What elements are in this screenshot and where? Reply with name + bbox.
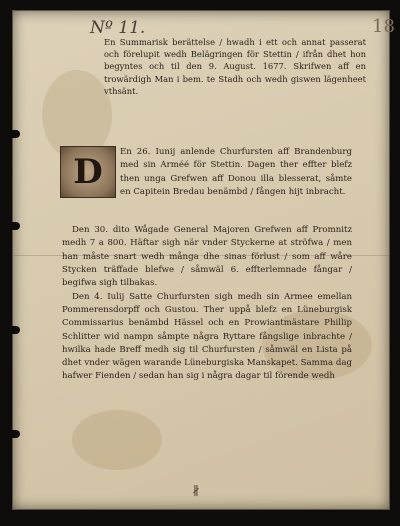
handwritten-footer-mark: ∦ xyxy=(192,484,200,498)
handwritten-number: Nº 11. xyxy=(90,18,146,38)
binding-notch xyxy=(6,130,20,138)
paper-stain xyxy=(72,410,162,470)
paragraph: Den 4. Iulij Satte Churfursten sigh medh sin Armee emellan Pommerensdorpff och Gustou. Ther uppå blefz en Lüneburgisk Commissarius benämbd Hässel och en Prowiantmästare Phillip Schlitter wid nampn såmpte några Ryttare fångslige inbrachte / hwilka hade Breff medh sig til Churfursten / såmwäl en Lista på dhet vnder wägen warande Lüneburgiska Manskapet. Samma dag hafwer Fienden / sedan han sig i några dagar til förende wedh xyxy=(62,291,352,382)
document-page xyxy=(12,10,395,510)
decorated-initial: D xyxy=(60,146,116,198)
handwritten-corner-mark: 18 xyxy=(372,16,395,37)
binding-notch xyxy=(6,326,20,334)
first-paragraph xyxy=(62,146,352,199)
binding-notch xyxy=(6,430,20,438)
binding-notch xyxy=(6,222,20,230)
first-paragraph-text: En 26. Iunij anlende Churfursten aff Brandenburg med sin Arméé för Stettin. Dagen ther effter blefz then unga Grefwen aff Donou illa blesserat, såmte en Capitein Bredau benämbd / fången hijt inbracht. xyxy=(120,147,352,197)
body-text xyxy=(62,224,352,384)
intro-summary: En Summarisk berättelse / hwadh i ett och annat passerat och förelupit wedh Belägringen för Stettin / ifrån dhet hon begyntes och til den 9. August. 1677. Skrifwen aff en trowärdigh Man i bem. te Stadh och wedh giswen lägenheet vthsänt. xyxy=(104,37,366,96)
paragraph: Den 30. dito Wågade General Majoren Grefwen aff Promnitz medh 7 a 800. Häftar sigh när vnder Styckerne at ströfwa / men han måste snart wedh många dhe sinas förlust / som aff wåre Stycken träffade blefwe / såmwäl 6. effterlemnade fångar / begifwa sigh tilbakas. xyxy=(62,225,352,289)
